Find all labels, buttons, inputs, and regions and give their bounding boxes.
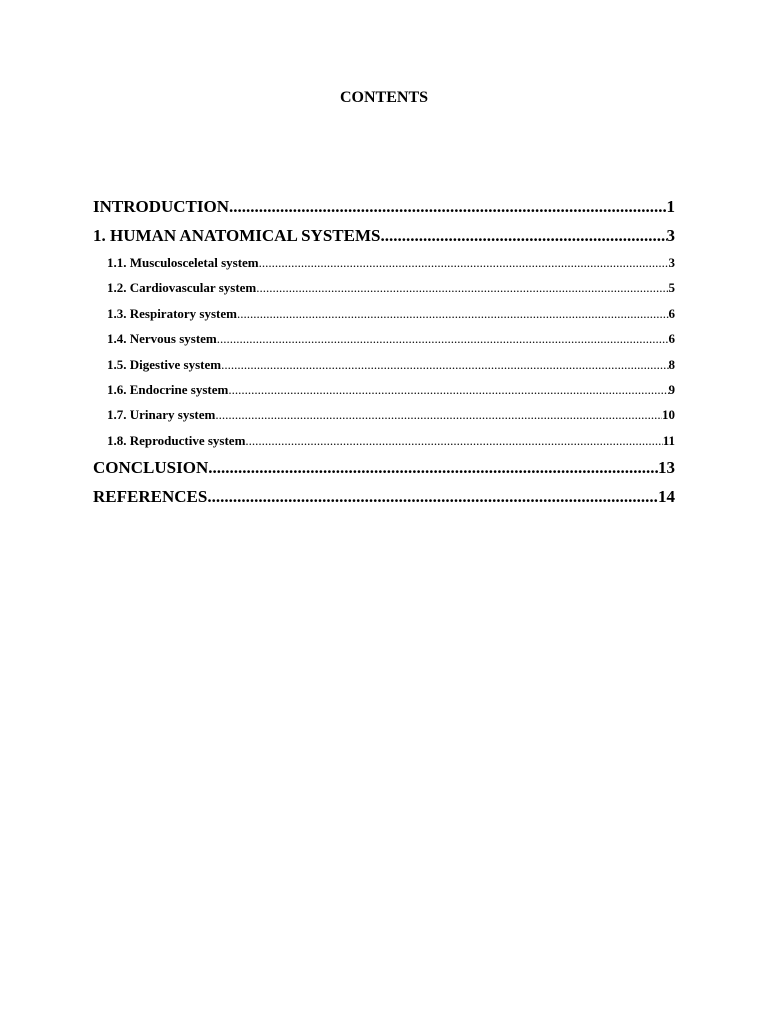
toc-entry-label: 1.4. Nervous system [107,331,217,347]
toc-entry-label: 1.7. Urinary system [107,407,216,423]
toc-entry-digestive-system[interactable] [93,356,675,381]
toc-page-number: 6 [668,305,675,321]
dot-leader [245,432,662,450]
toc-page-number: 1 [666,197,675,216]
toc-entry-label: 1.1. Musculosceletal system [107,255,259,270]
dot-leader [221,356,668,374]
dot-leader [228,381,668,399]
toc-entry-label: 1.3. Respiratory system [107,305,237,321]
dot-leader [229,196,666,218]
toc-page-number: 6 [668,331,675,347]
toc-entry-introduction[interactable] [93,196,675,225]
toc-entry-musculosceletal-system[interactable] [93,254,675,279]
table-of-contents [93,196,675,515]
toc-page-number: 9 [668,381,675,397]
toc-entry-urinary-system[interactable] [93,406,675,431]
toc-entry-label: 1.8. Reproductive system [107,432,246,448]
toc-page-number: 3 [666,226,675,245]
toc-entry-human-anatomical-systems[interactable] [93,225,675,254]
toc-entry-label: 1.2. Cardiovascular system [107,280,257,296]
toc-page-number: 14 [658,487,675,507]
toc-entry-label: 1. HUMAN ANATOMICAL SYSTEMS [93,226,381,245]
dot-leader [256,279,668,297]
toc-entry-label: REFERENCES [93,487,208,507]
toc-entry-references[interactable] [93,486,675,515]
toc-entry-reproductive-system[interactable] [93,432,675,457]
dot-leader [215,406,662,424]
toc-entry-conclusion[interactable] [93,457,675,486]
dot-leader [380,225,666,247]
toc-entry-endocrine-system[interactable] [93,381,675,406]
toc-page-number: 10 [662,407,675,423]
page-title: CONTENTS [339,89,429,106]
toc-page-number: 5 [668,280,675,296]
toc-entry-nervous-system[interactable] [93,330,675,355]
dot-leader [207,486,658,508]
dot-leader [237,305,669,323]
toc-page-number: 13 [658,458,675,478]
toc-page-number: 11 [662,432,675,448]
dot-leader [208,457,658,479]
toc-entry-label: INTRODUCTION [93,197,230,216]
toc-entry-label: 1.5. Digestive system [107,356,222,372]
toc-entry-respiratory-system[interactable] [93,305,675,330]
toc-page-number: 3 [668,255,675,270]
toc-page-number: 8 [668,356,675,372]
dot-leader [217,330,669,348]
toc-entry-label: CONCLUSION [93,458,209,478]
dot-leader [259,254,669,272]
toc-entry-label: 1.6. Endocrine system [107,381,229,397]
toc-entry-cardiovascular-system[interactable] [93,279,675,304]
